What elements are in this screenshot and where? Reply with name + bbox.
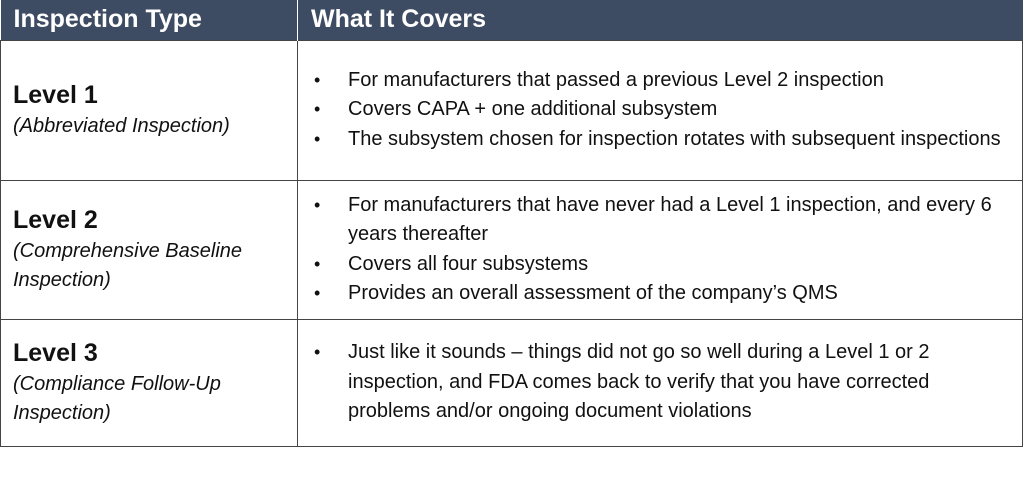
level-subtitle-line: (Comprehensive Baseline	[13, 239, 243, 262]
coverage-cell	[298, 180, 1023, 319]
level-subtitle-line: Inspection)	[13, 268, 111, 291]
coverage-text: Provides an overall assessment of the company’s QMS	[348, 282, 838, 304]
header-row	[1, 0, 1023, 40]
level-subtitle-line: Inspection)	[13, 401, 111, 424]
level-title: Level 3	[13, 338, 98, 367]
inspection-type-cell	[1, 319, 298, 446]
inspection-type-cell	[1, 40, 298, 180]
table-row-level-3	[1, 319, 1023, 446]
coverage-cell	[298, 319, 1023, 446]
bullet-icon: •	[314, 99, 321, 120]
level-subtitle-line: (Abbreviated Inspection)	[13, 114, 230, 137]
bullet-icon: •	[314, 253, 321, 274]
coverage-item	[298, 191, 1022, 250]
coverage-text: The subsystem chosen for inspection rotates with subsequent inspections	[348, 127, 1001, 150]
coverage-item	[298, 125, 1022, 155]
coverage-item	[298, 338, 1022, 427]
level-title: Level 2	[13, 205, 98, 234]
bullet-icon: •	[314, 283, 321, 303]
bullet-icon: •	[314, 342, 321, 363]
table-body	[1, 40, 1023, 446]
coverage-text: For manufacturers that passed a previous Level 2 inspection	[348, 68, 884, 91]
header-inspection-type: Inspection Type	[1, 0, 298, 40]
level-subtitle-line: (Compliance Follow-Up	[13, 372, 221, 395]
table-header	[1, 0, 1023, 40]
coverage-cell	[298, 40, 1023, 180]
bullet-icon: •	[314, 69, 321, 90]
coverage-text: Covers all four subsystems	[348, 252, 589, 275]
header-what-it-covers: What It Covers	[298, 0, 1023, 40]
coverage-item	[298, 95, 1022, 125]
coverage-text: Just like it sounds – things did not go so well during a Level 1 or 2 inspection, and FDA comes back to verify that you have corrected problems and/or ongoing document violations	[348, 341, 930, 423]
coverage-text: For manufacturers that have never had a Level 1 inspection, and every 6 years thereafter	[348, 193, 992, 245]
coverage-list	[298, 338, 1022, 427]
coverage-item	[298, 250, 1022, 280]
table-row-level-2	[1, 180, 1023, 319]
coverage-text: Covers CAPA + one additional subsystem	[348, 98, 718, 121]
coverage-list	[298, 66, 1022, 155]
coverage-item	[298, 66, 1022, 96]
table-row-level-1	[1, 40, 1023, 180]
coverage-list	[298, 191, 1022, 309]
bullet-icon: •	[314, 194, 321, 215]
inspection-type-cell	[1, 180, 298, 319]
coverage-item	[298, 279, 1022, 309]
bullet-icon: •	[314, 128, 321, 149]
level-title: Level 1	[13, 80, 98, 109]
